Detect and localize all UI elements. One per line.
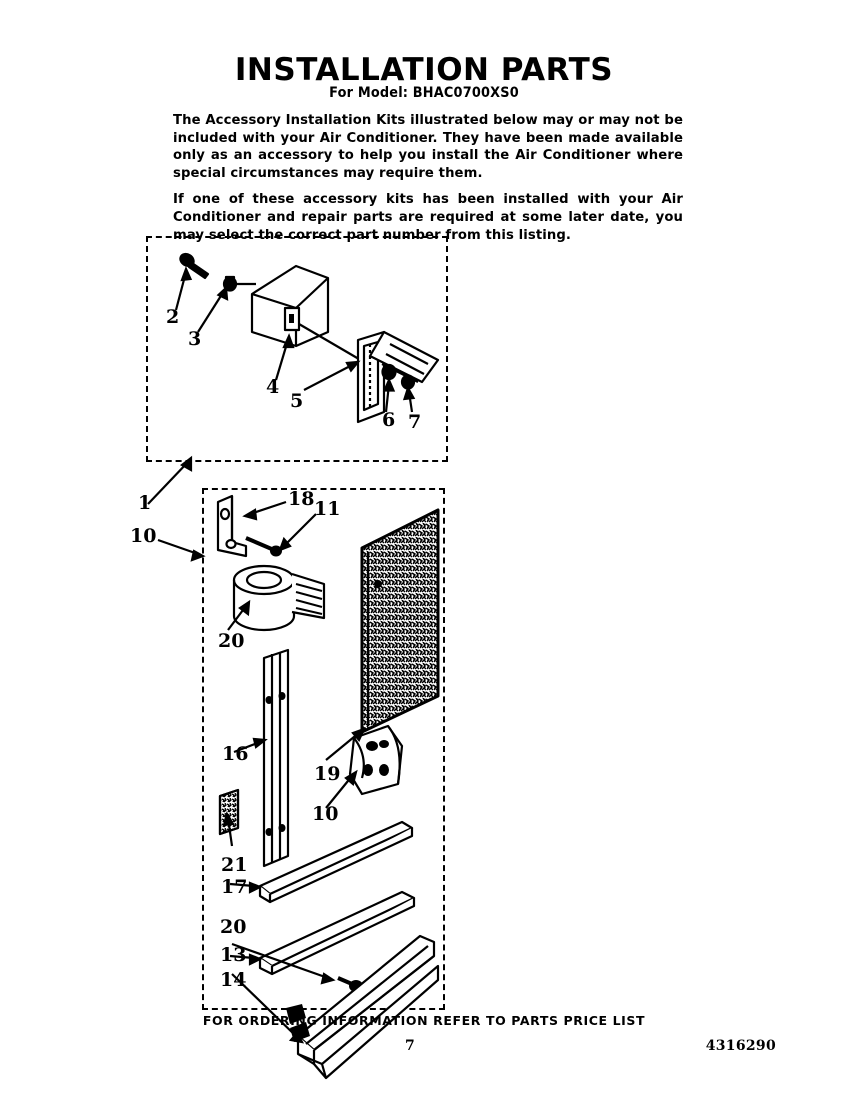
page-number: 7 [405, 1038, 415, 1054]
callout-19: 20 [220, 916, 247, 938]
callout-1: 1 [138, 492, 152, 514]
callout-3: 3 [188, 328, 202, 350]
callout-17: 18 [288, 488, 315, 510]
callout-18: 19 [314, 763, 341, 785]
upper-kit-leader-lines [146, 236, 446, 466]
callout-12: 11 [314, 498, 341, 520]
page-title: INSTALLATION PARTS [234, 52, 614, 88]
callout-16: 17 [221, 876, 248, 898]
callout-15: 16 [222, 743, 249, 765]
callout-5: 5 [290, 390, 304, 412]
callout-13: 13 [220, 944, 247, 966]
document-number: 4316290 [705, 1038, 776, 1054]
callout-4: 4 [266, 376, 280, 398]
callout-11: 10 [312, 803, 339, 825]
callout-14: 14 [220, 969, 247, 991]
ordering-information-note: FOR ORDERING INFORMATION REFER TO PARTS PRICE LIST [202, 1013, 646, 1028]
lower-kit-leader-lines [202, 488, 443, 1008]
callout-21: 21 [221, 854, 248, 876]
callout-10: 10 [130, 525, 157, 547]
callout-6: 6 [382, 409, 396, 431]
intro-paragraph-1: The Accessory Installation Kits illustrated below may or may not be included with your Air Conditioner. They have been made available only as an accessory to help you install the Air Conditioner where special circumstances may require them. [173, 113, 683, 181]
intro-paragraph-2: If one of these accessory kits has been installed with your Air Conditioner and repair parts are required at some later date, you may select the correct part number from this listing. [173, 192, 683, 243]
intro-text [173, 112, 683, 244]
model-number-line: For Model: BHAC0700XS0 [329, 85, 519, 101]
callout-20: 20 [218, 630, 245, 652]
callout-2: 2 [166, 306, 180, 328]
callout-7: 7 [408, 411, 422, 433]
